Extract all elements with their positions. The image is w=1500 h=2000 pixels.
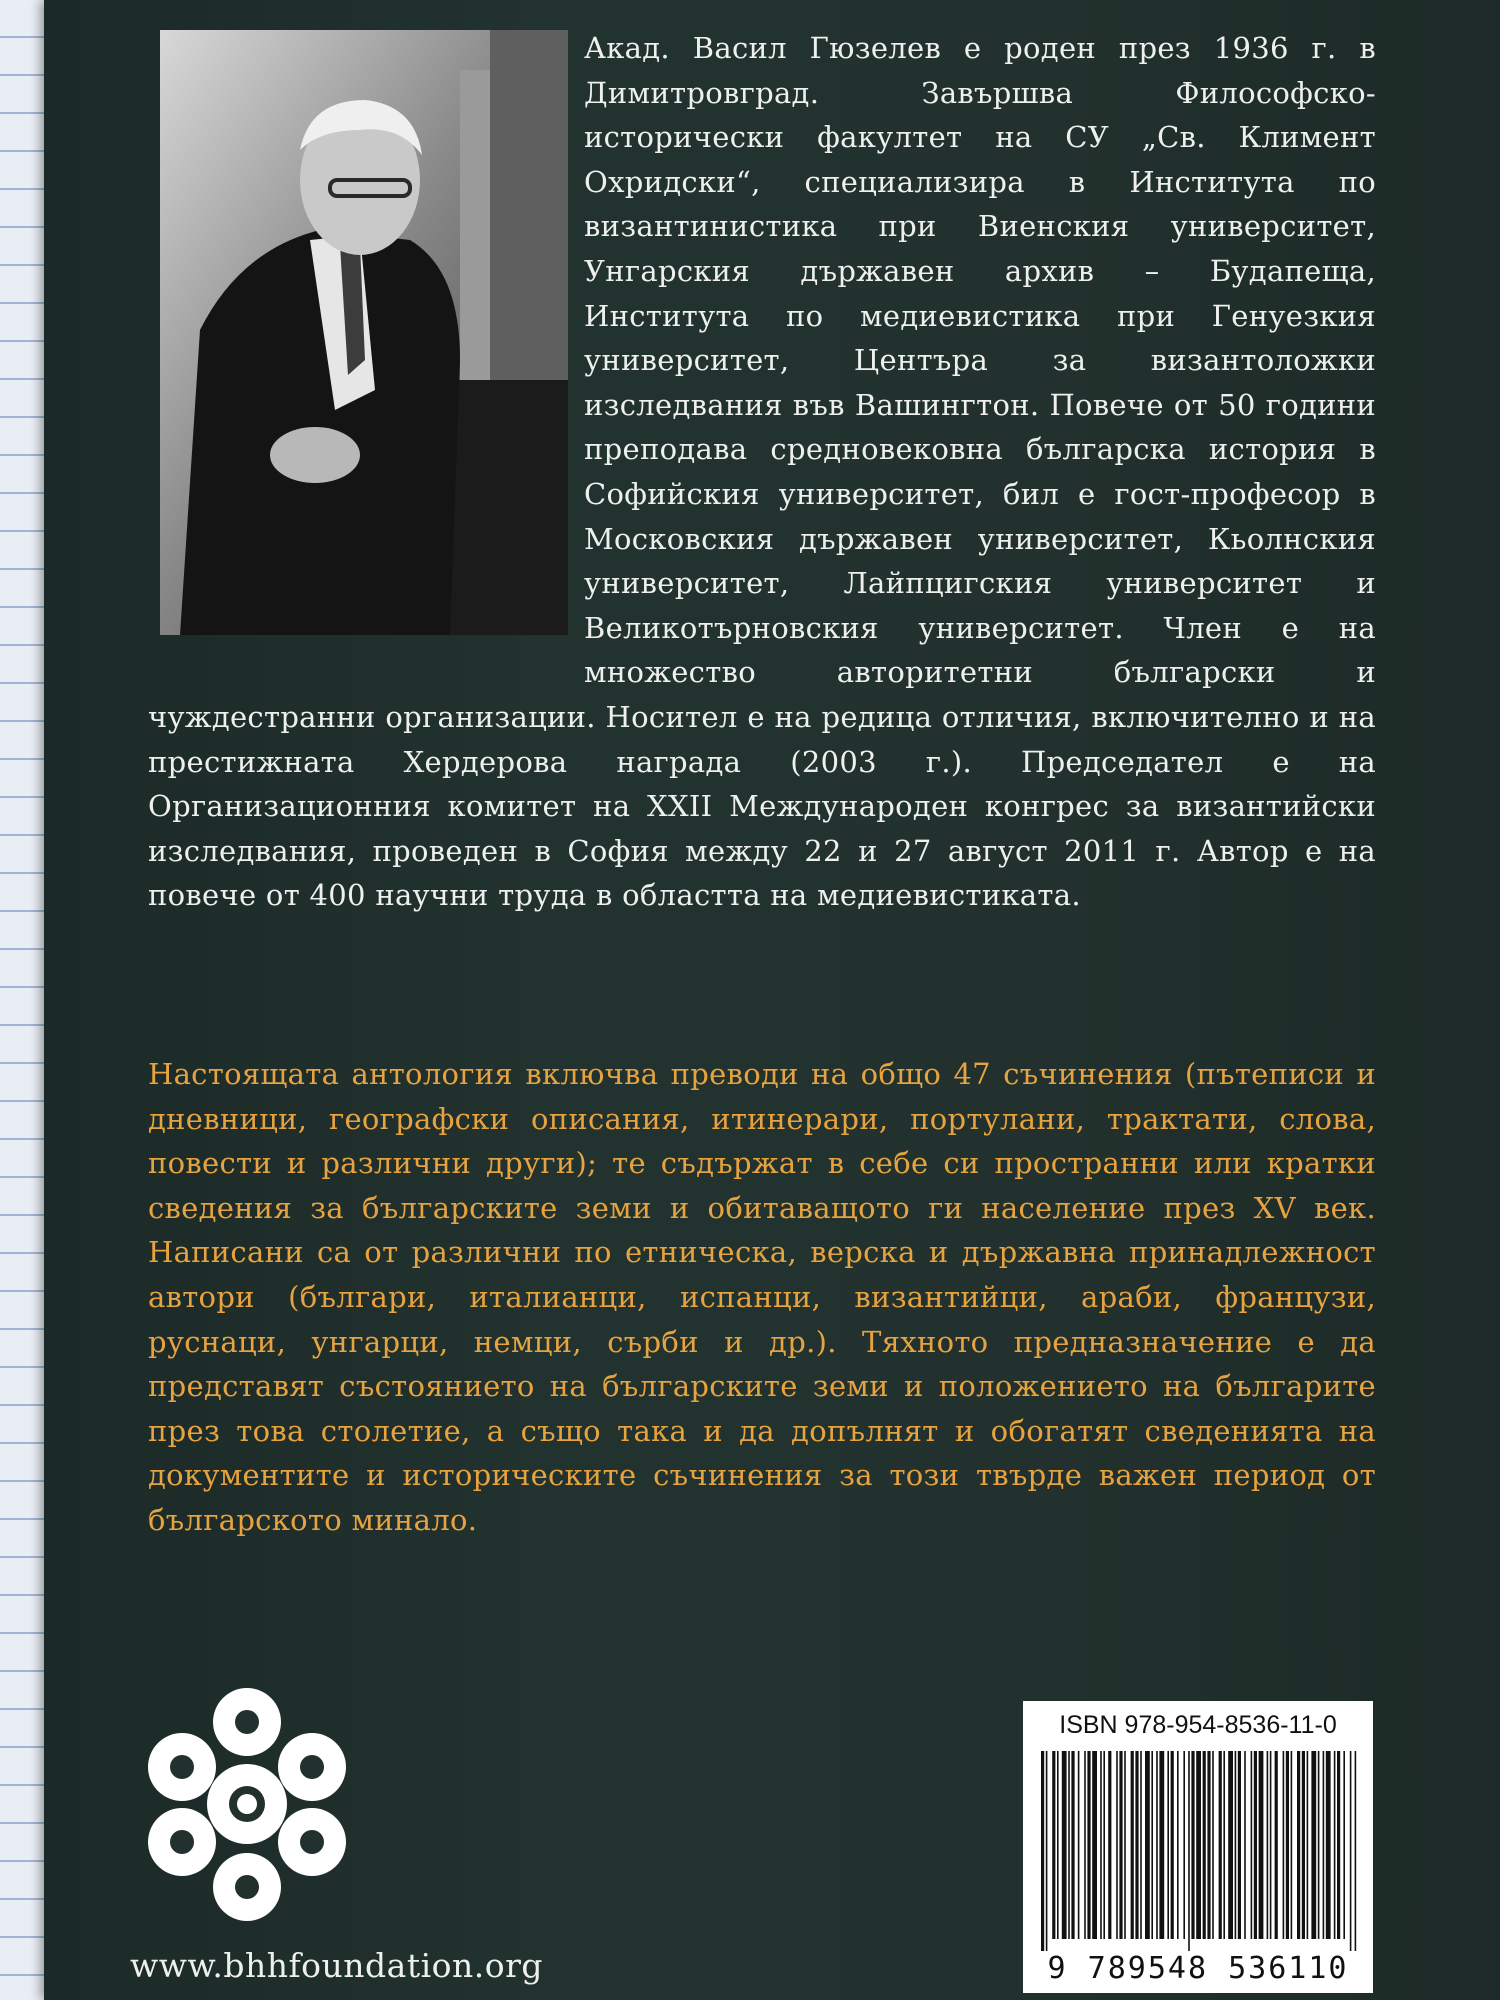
barcode-bar (1350, 1751, 1352, 1951)
barcode-bar (1131, 1751, 1134, 1939)
barcode-bar (1244, 1751, 1246, 1939)
publisher-url: www.bhhfoundation.org (130, 1946, 544, 1985)
isbn-label: ISBN 978-954-8536-11-0 (1059, 1711, 1337, 1739)
barcode-bar (1084, 1751, 1086, 1939)
barcode-bar (1334, 1751, 1336, 1939)
barcode-bar (1167, 1751, 1169, 1939)
barcode-bar (1223, 1751, 1225, 1939)
barcode-bar (1343, 1751, 1345, 1939)
barcode-bar (1057, 1751, 1059, 1939)
barcode-bar (1270, 1751, 1272, 1939)
barcode-bars (1039, 1751, 1357, 1951)
barcode-bar (1092, 1751, 1097, 1939)
barcode-bar (1159, 1751, 1164, 1939)
barcode-bar (1100, 1751, 1102, 1939)
barcode-bar (1068, 1751, 1070, 1939)
barcode-bar (1212, 1751, 1214, 1939)
barcode-bar (1145, 1751, 1150, 1939)
barcode-bar (1119, 1751, 1122, 1939)
photo-spacer (148, 26, 584, 666)
barcode-bar (1286, 1751, 1289, 1939)
barcode-bar (1297, 1751, 1300, 1939)
barcode-bar (1235, 1751, 1237, 1939)
barcode-bar (1259, 1751, 1264, 1939)
barcode-bar (1151, 1751, 1153, 1939)
barcode-bar (1140, 1751, 1142, 1939)
barcode-bar (1078, 1751, 1080, 1939)
barcode-bar (1046, 1751, 1048, 1951)
barcode-bar (1219, 1751, 1222, 1939)
barcode-bar (1318, 1751, 1320, 1939)
author-biography (148, 26, 1376, 918)
barcode-bar (1062, 1751, 1067, 1939)
barcode-bar (1283, 1751, 1285, 1939)
barcode-bar (1171, 1751, 1174, 1939)
barcode-bar (1191, 1751, 1194, 1939)
barcode-bar (1188, 1751, 1190, 1951)
barcode-bar (1337, 1751, 1340, 1939)
isbn-barcode (1023, 1701, 1373, 1993)
barcode-bar (1103, 1751, 1105, 1939)
barcode-bar (1291, 1751, 1293, 1939)
barcode-bar (1323, 1751, 1325, 1939)
barcode-bar (1135, 1751, 1138, 1939)
barcode-bar (1183, 1751, 1185, 1939)
book-description-text: Настоящата антология включва преводи на общо 47 съчинения (пътеписи и дневници, географски описания, итинерари, портулани, трактати, слова, повести и различни други); те съдържат в себе си пространни или кратки сведения за българските земи и обитаващото ги население през XV век. Написани са от различни по етническа, верска и държавна принадлежност автори (българи, италианци, испанци, византийци, араби, французи, руснаци, унгарци, немци, сърби и др.). Тяхното предназначение е да представят състоянието на българските земи и положението на българите през това столетие, а също така и да допълнят и обогатят сведенията на документите и историческите съчинения за този твърде важен период от българското минало. (148, 1057, 1376, 1537)
barcode-bar (1238, 1751, 1241, 1939)
barcode-bar (1307, 1751, 1309, 1939)
barcode-bar (1124, 1751, 1126, 1939)
barcode-digits: 9 789548 536110 (1047, 1951, 1349, 1986)
barcode-bar (1302, 1751, 1305, 1939)
publisher-flower-logo-icon (132, 1682, 362, 1922)
barcode-bar (1116, 1751, 1118, 1939)
barcode-bar (1177, 1751, 1179, 1939)
barcode-bar (1267, 1751, 1269, 1939)
barcode-bar (1203, 1751, 1206, 1939)
barcode-bar (1207, 1751, 1210, 1939)
barcode-bar (1041, 1751, 1044, 1951)
book-description (148, 1052, 1376, 1543)
barcode-bar (1275, 1751, 1278, 1939)
barcode-bar (1071, 1751, 1074, 1939)
barcode-bar (1087, 1751, 1090, 1939)
barcode-bar (1251, 1751, 1253, 1939)
barcode-bar (1108, 1751, 1111, 1939)
barcode-bar (1052, 1751, 1055, 1939)
barcode-bar (1326, 1751, 1331, 1939)
barcode-bar (1311, 1751, 1316, 1939)
barcode-bar (1355, 1751, 1357, 1951)
author-biography-text: Акад. Васил Гюзелев е роден през 1936 г. в Димитровград. Завършва Философско-исторически факултет на СУ „Св. Климент Охридски“, специализира в Института по византинистика при Виенския университет, Унгарския държавен архив – Будапеща, Института по медиевистика при Генуезкия университет, Центъра за византоложки изследвания във Вашингтон. Повече от 50 години преподава средновековна българска история в Софийския университет, бил е гост-професор в Московския държавен университет, Кьолнския университет, Лайпцигския университет и Великотърновския университет. Член е на множество авторитетни български и чуждестранни организации. Носител е на редица отличия, включително и на престижната Хердерова награда (2003 г.). Председател е на Организационния комитет на XXII Международен конгрес за византийски изследвания, проведен в София между 22 и 27 август 2011 г. Автор е на повече от 400 научни труда в областта на медиевистиката. (148, 31, 1376, 913)
barcode-bar (1254, 1751, 1257, 1939)
barcode-bar (1196, 1751, 1201, 1939)
barcode-bar (1228, 1751, 1233, 1939)
barcode-bar (1156, 1751, 1158, 1939)
